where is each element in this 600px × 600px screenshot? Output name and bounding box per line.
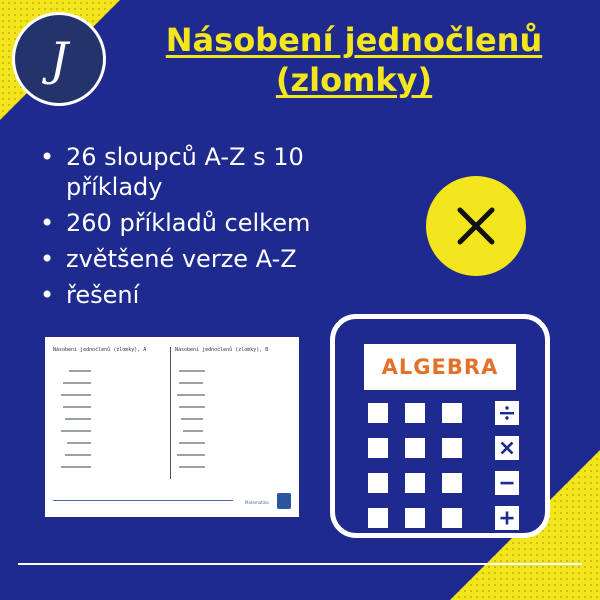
calculator-key (368, 438, 388, 458)
exercise-line (177, 454, 205, 456)
calculator-key (442, 473, 462, 493)
calculator-icon (277, 493, 291, 509)
calculator-minus-key (495, 471, 519, 495)
multiply-badge (426, 176, 526, 276)
divide-icon (499, 405, 515, 421)
calculator-key (405, 473, 425, 493)
exercise-line (179, 370, 205, 372)
exercise-line (183, 430, 203, 432)
calculator-key (368, 473, 388, 493)
calculator-illustration (330, 314, 550, 538)
worksheet-preview (45, 337, 299, 517)
exercise-line (61, 394, 91, 396)
calculator-key (442, 403, 462, 423)
calculator-key (368, 508, 388, 528)
exercise-line (181, 418, 203, 420)
title-line-2: (zlomky) (275, 61, 433, 99)
feature-item: • 260 příkladů celkem (34, 208, 364, 238)
minus-icon (499, 475, 515, 491)
worksheet-divider (170, 347, 171, 479)
worksheet-footer-line (53, 500, 233, 501)
exercise-line (61, 466, 91, 468)
calculator-key (442, 438, 462, 458)
exercise-line (179, 406, 205, 408)
exercise-line (179, 382, 203, 384)
worksheet-footer-label: Matematika (245, 500, 269, 505)
exercise-line (67, 442, 91, 444)
calculator-key (442, 508, 462, 528)
exercise-line (179, 442, 205, 444)
title-line-1: Násobení jednočlenů (165, 21, 543, 59)
calculator-key (405, 508, 425, 528)
logo-letter: J (49, 32, 69, 86)
worksheet-column-b-title: Násobení jednočlenů (zlomky), B (175, 347, 269, 353)
page-title (138, 20, 570, 100)
calculator-screen-text: ALGEBRA (381, 355, 499, 379)
bottom-divider (18, 563, 582, 565)
exercise-line (177, 394, 205, 396)
feature-item: • 26 sloupců A-Z s 10 příklady (34, 142, 364, 202)
calculator-plus-key (495, 506, 519, 530)
calculator-divide-key (495, 401, 519, 425)
feature-list (34, 142, 364, 316)
calculator-key (368, 403, 388, 423)
calculator-key (405, 438, 425, 458)
exercise-line (179, 466, 205, 468)
multiply-icon (454, 204, 498, 248)
exercise-line (65, 418, 91, 420)
exercise-line (65, 454, 91, 456)
feature-item: • řešení (34, 280, 364, 310)
brand-logo (12, 12, 106, 106)
worksheet-column-a-title: Násobení jednočlenů (zlomky), A (53, 347, 147, 353)
calculator-screen (364, 344, 516, 390)
exercise-line (69, 370, 91, 372)
exercise-line (63, 406, 91, 408)
feature-item: • zvětšené verze A-Z (34, 244, 364, 274)
multiply-icon (499, 440, 515, 456)
calculator-key (405, 403, 425, 423)
exercise-line (61, 430, 91, 432)
exercise-line (63, 382, 91, 384)
calculator-multiply-key (495, 436, 519, 460)
plus-icon (499, 510, 515, 526)
